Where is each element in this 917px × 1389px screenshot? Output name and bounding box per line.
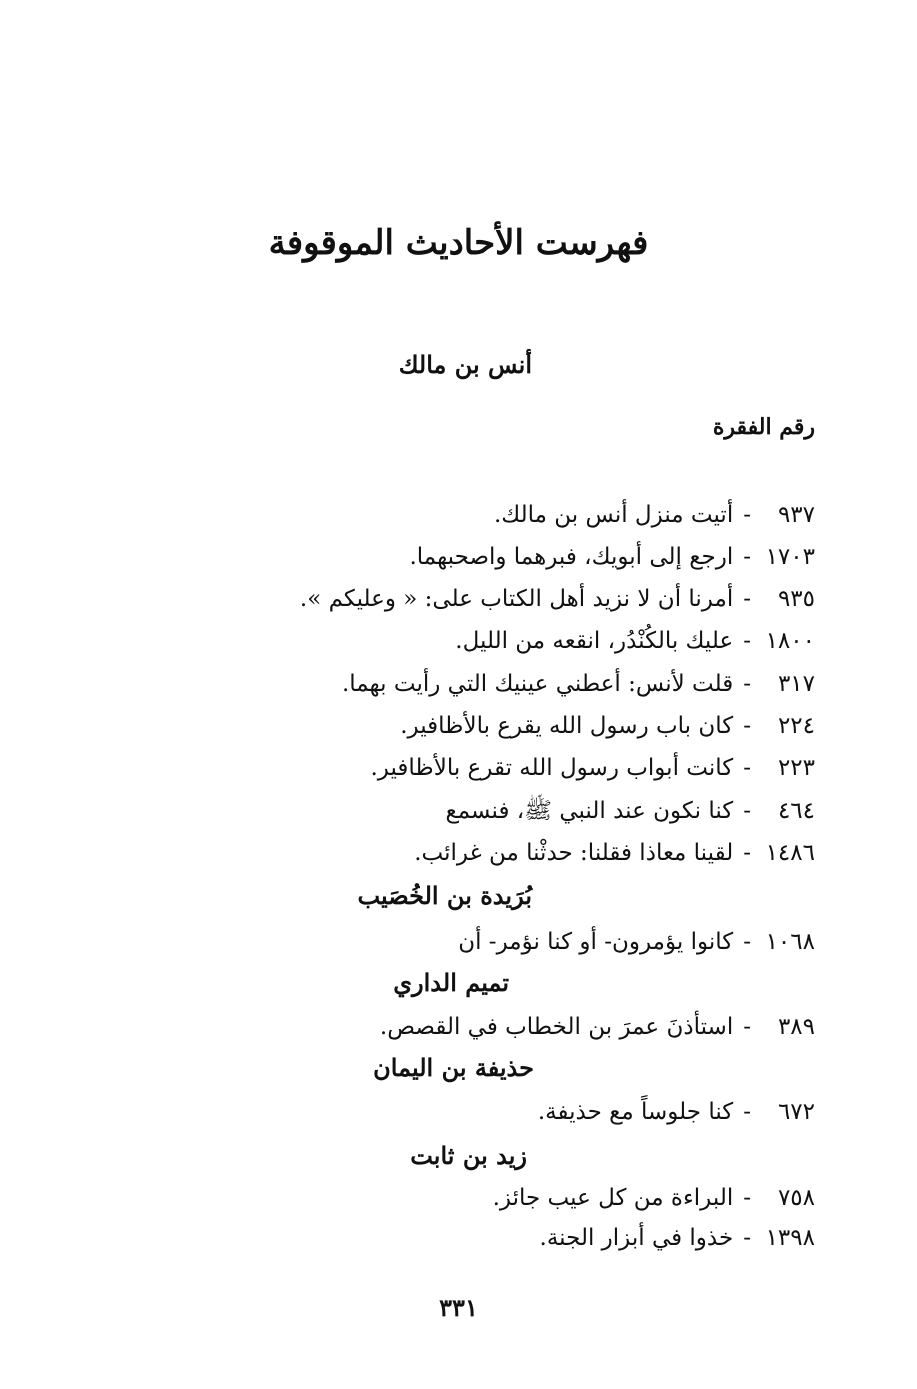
entry-number: ٢٢٣ [777,755,815,781]
section-heading-zaid: زيد بن ثابت [410,1141,527,1170]
entry-number: ١٣٩٨ [765,1225,815,1251]
entry-number: ٣١٧ [777,671,815,697]
entry-row [446,789,816,833]
page-number: ٣٣١ [439,1293,478,1322]
entry-number: ١٠٦٨ [765,929,815,955]
entry-dash: - [743,1099,751,1125]
column-label: رقم الفقرة [712,414,815,440]
entry-dash: - [743,671,751,697]
entry-dash: - [743,1185,751,1211]
entry-text: قلت لأنس: أعطني عينيك التي رأيت بهما. [341,671,734,697]
entry-text: كانوا يؤمرون- أو كنا نؤمر- أن [458,929,734,955]
entry-row [414,831,815,875]
entry-text: عليك بالكُنْدُر، انقعه من الليل. [455,628,734,654]
entry-row [493,1176,815,1220]
entry-row [300,577,815,621]
entry-text: أتيت منزل أنس بن مالك. [493,502,734,528]
entry-text: البراءة من كل عيب جائز. [492,1185,734,1211]
entry-text: كنا نكون عند النبي ﷺ، فنسمع [445,798,734,824]
entry-row [380,1005,815,1049]
entry-row [540,1216,815,1260]
entry-dash: - [743,798,751,824]
section-heading-hudhaifa: حذيفة بن اليمان [373,1053,534,1082]
entry-dash: - [743,929,751,955]
entry-number: ٤٦٤ [777,798,815,824]
page-title: فهرست الأحاديث الموقوفة [268,223,649,263]
entry-row [409,535,815,579]
entry-text: كانت أبواب رسول الله تقرع بالأظافير. [370,755,734,781]
section-heading-buraida: بُرَيدة بن الخُصَيب [357,881,532,910]
entry-dash: - [743,502,751,528]
entry-text: أمرنا أن لا نزيد أهل الكتاب على: « وعليكم ». [299,586,734,612]
entry-row [538,1090,815,1134]
entry-row [458,920,815,964]
entry-number: ٩٣٥ [777,586,815,612]
section-heading-tamim: تميم الداري [393,968,509,997]
entry-row [494,493,815,537]
entry-text: كنا جلوساً مع حذيفة. [537,1099,734,1125]
entry-number: ٣٨٩ [777,1014,815,1040]
entry-text: استأذنَ عمرَ بن الخطاب في القصص. [379,1014,734,1040]
entry-text: ارجع إلى أبويك، فبرهما واصحبهما. [409,544,734,570]
entry-row [370,746,815,790]
entry-number: ٧٥٨ [777,1185,815,1211]
section-heading-anas: أنس بن مالك [398,350,532,379]
entry-dash: - [743,628,751,654]
entry-dash: - [743,840,751,866]
entry-dash: - [743,1225,751,1251]
entry-text: خذوا في أبزار الجنة. [539,1225,734,1251]
entry-text: كان باب رسول الله يقرع بالأظافير. [400,713,734,739]
entry-dash: - [743,1014,751,1040]
entry-number: ١٤٨٦ [765,840,815,866]
entry-text: لقينا معاذا فقلنا: حدثْنا من غرائب. [414,840,734,866]
entry-row [400,704,815,748]
entry-row [342,662,815,706]
entry-number: ٦٧٢ [777,1099,815,1125]
entry-number: ٩٣٧ [777,502,815,528]
entry-number: ٢٢٤ [777,713,815,739]
entry-dash: - [743,544,751,570]
entry-dash: - [743,755,751,781]
entry-dash: - [743,713,751,739]
entry-dash: - [743,586,751,612]
entry-number: ١٨٠٠ [765,628,815,654]
entry-row [455,619,815,663]
entry-number: ١٧٠٣ [765,544,815,570]
